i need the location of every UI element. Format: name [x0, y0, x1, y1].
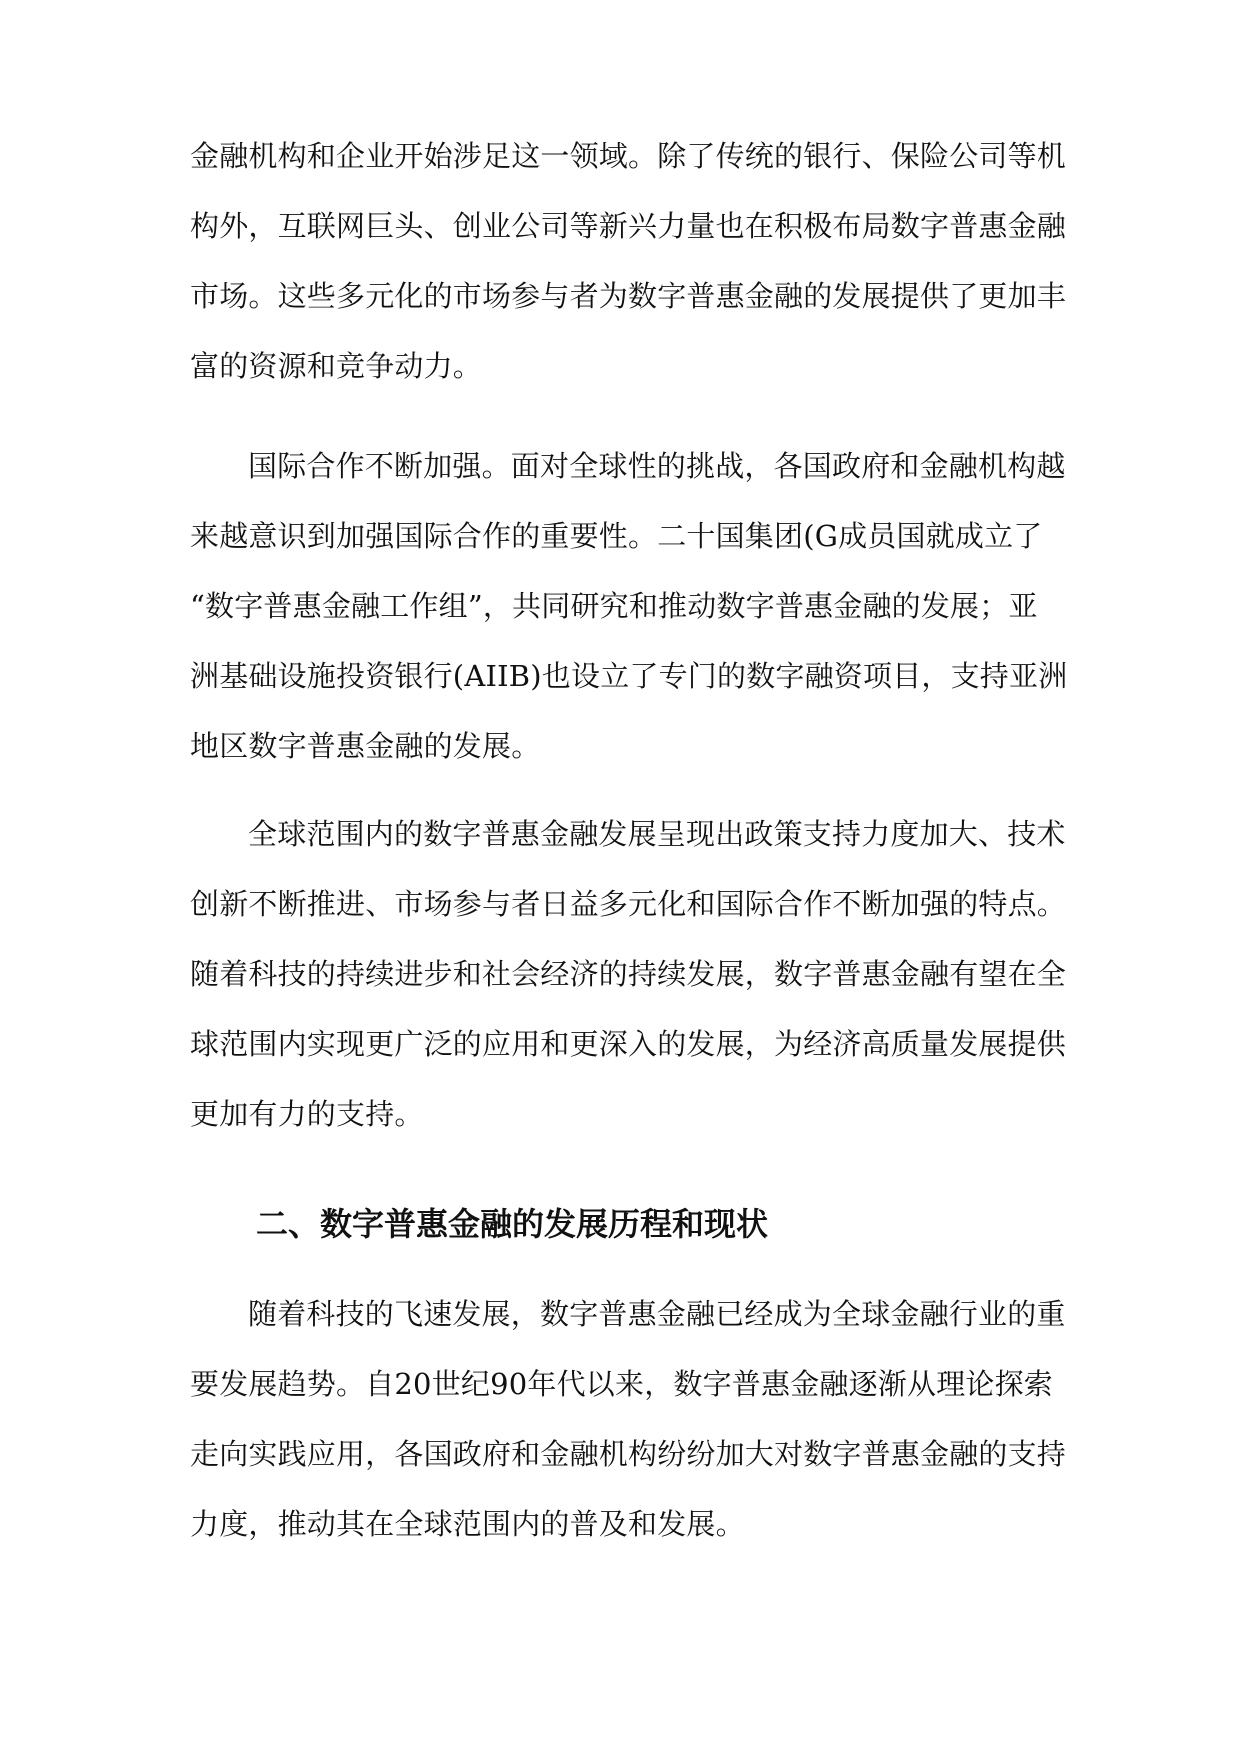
paragraph-3-line-1: 全球范围内的数字普惠金融发展呈现出政策支持力度加大、技术: [248, 817, 1066, 851]
paragraph-2-line-5: 地区数字普惠金融的发展。: [190, 729, 541, 763]
paragraph-2-line-1: 国际合作不断加强。面对全球性的挑战，各国政府和金融机构越: [248, 449, 1066, 483]
section-paragraph-line-3: 走向实践应用，各国政府和金融机构纷纷加大对数字普惠金融的支持: [190, 1437, 1067, 1471]
section-paragraph-line-4: 力度，推动其在全球范围内的普及和发展。: [190, 1507, 745, 1541]
paragraph-3-line-4: 球范围内实现更广泛的应用和更深入的发展，为经济高质量发展提供: [190, 1027, 1067, 1061]
paragraph-1-line-1: 金融机构和企业开始涉足这一领域。除了传统的银行、保险公司等机: [190, 139, 1067, 173]
paragraph-2-line-4: 洲基础设施投资银行(AIIB)也设立了专门的数字融资项目，支持亚洲: [190, 659, 1068, 693]
paragraph-3-line-2: 创新不断推进、市场参与者日益多元化和国际合作不断加强的特点。: [190, 887, 1067, 921]
paragraph-1-line-3: 市场。这些多元化的市场参与者为数字普惠金融的发展提供了更加丰: [190, 279, 1067, 313]
paragraph-1-line-4: 富的资源和竞争动力。: [190, 349, 483, 383]
section-heading: 二、数字普惠金融的发展历程和现状: [256, 1205, 769, 1243]
paragraph-3-line-5: 更加有力的支持。: [190, 1097, 424, 1131]
paragraph-1-line-2: 构外，互联网巨头、创业公司等新兴力量也在积极布局数字普惠金融: [190, 209, 1067, 243]
paragraph-2-line-2: 来越意识到加强国际合作的重要性。二十国集团(G成员国就成立了: [190, 519, 1043, 553]
paragraph-2-line-3: “数字普惠金融工作组”，共同研究和推动数字普惠金融的发展；亚: [190, 589, 1038, 623]
paragraph-3-line-3: 随着科技的持续进步和社会经济的持续发展，数字普惠金融有望在全: [190, 957, 1067, 991]
section-paragraph-line-2: 要发展趋势。自20世纪90年代以来，数字普惠金融逐渐从理论探索: [190, 1367, 1054, 1401]
section-paragraph-line-1: 随着科技的飞速发展，数字普惠金融已经成为全球金融行业的重: [248, 1297, 1066, 1331]
